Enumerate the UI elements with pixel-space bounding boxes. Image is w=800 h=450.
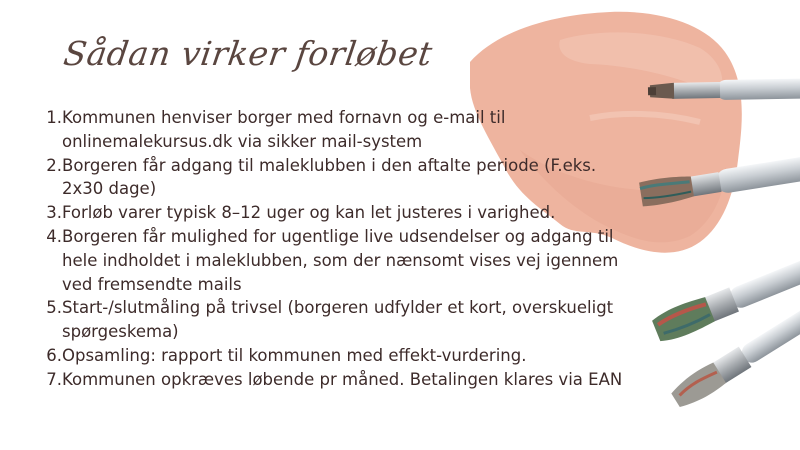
step-text: Borgeren får adgang til maleklubben i den aftalte periode (F.eks. 2x30 dage) (62, 155, 597, 199)
step-number: 1. (46, 108, 62, 127)
steps-list (38, 106, 628, 392)
step-text: Opsamling: rapport til kommunen med effekt-vurdering. (62, 345, 527, 365)
step-number: 3. (46, 203, 62, 223)
list-item (38, 296, 628, 344)
list-item (38, 154, 628, 202)
step-number: 5. (46, 298, 62, 318)
step-text: Kommunen opkræves løbende pr måned. Betalingen klares via EAN (62, 369, 623, 389)
step-number: 4. (46, 226, 62, 246)
step-text: Forløb varer typisk 8–12 uger og kan let justeres i varighed. (62, 203, 556, 223)
list-item (38, 106, 628, 154)
step-text: Borgeren får mulighed for ugentlige live udsendelser og adgang til hele indholdet i maleklubben, som der nænsomt vises vej igennem ved fremsendte mails (62, 226, 619, 294)
step-number: 2. (46, 155, 62, 175)
step-text: Kommunen henviser borger med fornavn og e-mail til onlinemalekursus.dk via sikker mail-system (62, 108, 506, 151)
step-number: 7. (46, 369, 62, 389)
step-number: 6. (46, 345, 62, 365)
list-item (38, 368, 628, 392)
list-item (38, 225, 628, 296)
list-item (38, 344, 628, 368)
slide-title: Sådan virker forløbet (61, 34, 436, 73)
list-item (38, 201, 628, 225)
step-text: Start-/slutmåling på trivsel (borgeren udfylder et kort, overskueligt spørgeskema) (62, 298, 614, 342)
